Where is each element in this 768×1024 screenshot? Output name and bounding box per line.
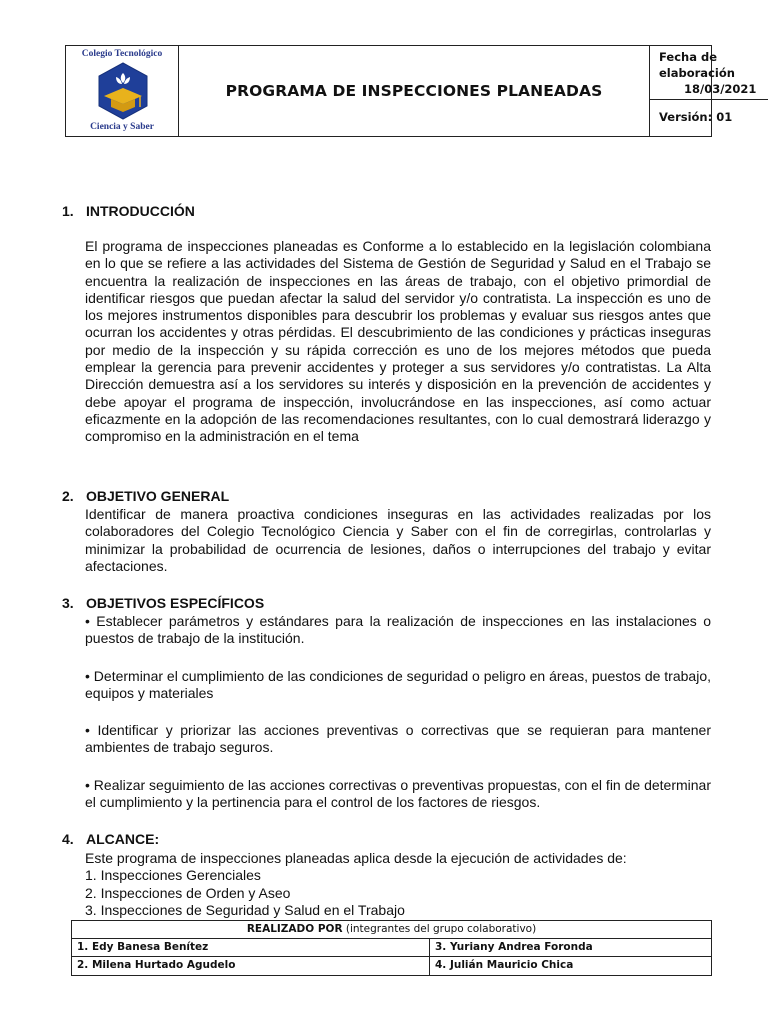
team-member: 1. Edy Banesa Benítez <box>72 939 430 957</box>
date-label: Fecha de elaboración <box>659 50 735 80</box>
section-number: 1. <box>62 203 74 219</box>
section-number: 2. <box>62 488 74 504</box>
team-member: 4. Julián Mauricio Chica <box>435 959 574 971</box>
objective-bullet: • Determinar el cumplimiento de las condiciones de seguridad o peligro en áreas, puestos de trabajo, equipos y materiales <box>85 668 711 702</box>
team-heading-rest: (integrantes del grupo colaborativo) <box>342 923 537 935</box>
logo-bottom-text: Ciencia y Saber <box>90 122 154 132</box>
document-header <box>65 45 757 137</box>
version-box <box>650 100 768 136</box>
section-heading: ALCANCE: <box>86 831 160 847</box>
objective-bullet: • Identificar y priorizar las acciones preventivas o correctivas que se requieran para mantener ambientes de trabajo seguros. <box>85 722 711 756</box>
objective-bullet: • Establecer parámetros y estándares para la realización de inspecciones en las instalaciones o puestos de trabajo de la institución. <box>85 613 711 647</box>
team-heading-bold: REALIZADO POR <box>246 923 343 935</box>
team-table-header-row <box>72 921 711 939</box>
team-table <box>71 920 712 976</box>
section-title-introduccion <box>62 203 195 219</box>
date-value: 18/03/2021 <box>684 82 757 96</box>
section-heading: INTRODUCCIÓN <box>86 203 195 219</box>
objective-bullet: • Realizar seguimiento de las acciones correctivas o preventivas propuestas, con el fin de determinar el cumplimiento y la pertinencia para el control de los factores de riesgos. <box>85 777 711 811</box>
section-number: 4. <box>62 831 74 847</box>
section-heading: OBJETIVO GENERAL <box>86 488 230 504</box>
section-title-objetivo-general <box>62 488 229 504</box>
alcance-item: 2. Inspecciones de Orden y Aseo <box>85 885 291 901</box>
introduccion-paragraph: El programa de inspecciones planeadas es Conforme a lo establecido en la legislación colombiana en lo que se refiere a las actividades del Sistema de Gestión de Seguridad y Salud en el Trabajo se encuentra la realización de inspecciones en las áreas de trabajo, con el objetivo primordial de identificar riesgos que puedan afectar la salud del servidor y/o contratista. La inspección es uno de los mejores instrumentos disponibles para descubrir los problemas y evaluar sus riesgos antes que ocurran los accidentes y otras pérdidas. El descubrimiento de las condiciones y prácticas inseguras por medio de la inspección y su rápida corrección es uno de los mejores métodos que pueda emplear la gerencia para prevenir accidentes y proteger a sus servidores y/o contratistas. La Alta Dirección demuestra así a los servidores su interés y disposición en la prevención de accidentes y debe apoyar el programa de inspección, involucrándose en las inspecciones, así como actuar eficazmente en la adopción de las recomendaciones resultantes, con lo cual demostrará liderazgo y compromiso en la administración en el tema <box>85 238 711 445</box>
version-label: Versión: 01 <box>659 110 733 124</box>
section-heading: OBJETIVOS ESPECÍFICOS <box>86 595 265 611</box>
logo-cell <box>66 46 179 136</box>
document-title: PROGRAMA DE INSPECCIONES PLANEADAS <box>225 82 603 100</box>
table-row <box>72 939 711 957</box>
school-logo-icon <box>96 61 150 121</box>
table-row <box>72 957 711 975</box>
logo-top-text: Colegio Tecnológico <box>81 49 163 59</box>
alcance-item: 1. Inspecciones Gerenciales <box>85 867 261 883</box>
section-title-objetivos-especificos <box>62 595 264 611</box>
team-table-heading <box>72 921 711 939</box>
date-box <box>650 46 768 100</box>
alcance-item: 3. Inspecciones de Seguridad y Salud en el Trabajo <box>85 902 405 918</box>
team-member: 2. Milena Hurtado Agudelo <box>72 957 430 975</box>
objetivo-general-paragraph: Identificar de manera proactiva condiciones inseguras en las actividades realizadas por los colaboradores del Colegio Tecnológico Ciencia y Saber con el fin de corregirlas, controlarlas y minimizar la probabilidad de ocurrencia de lesiones, daños o interrupciones del trabajo y evitar afectaciones. <box>85 506 711 574</box>
section-title-alcance <box>62 831 159 847</box>
title-cell <box>179 46 650 136</box>
team-member: 3. Yuriany Andrea Foronda <box>435 941 593 953</box>
alcance-intro: Este programa de inspecciones planeadas aplica desde la ejecución de actividades de: <box>85 850 627 866</box>
section-number: 3. <box>62 595 74 611</box>
meta-cell <box>650 46 757 136</box>
